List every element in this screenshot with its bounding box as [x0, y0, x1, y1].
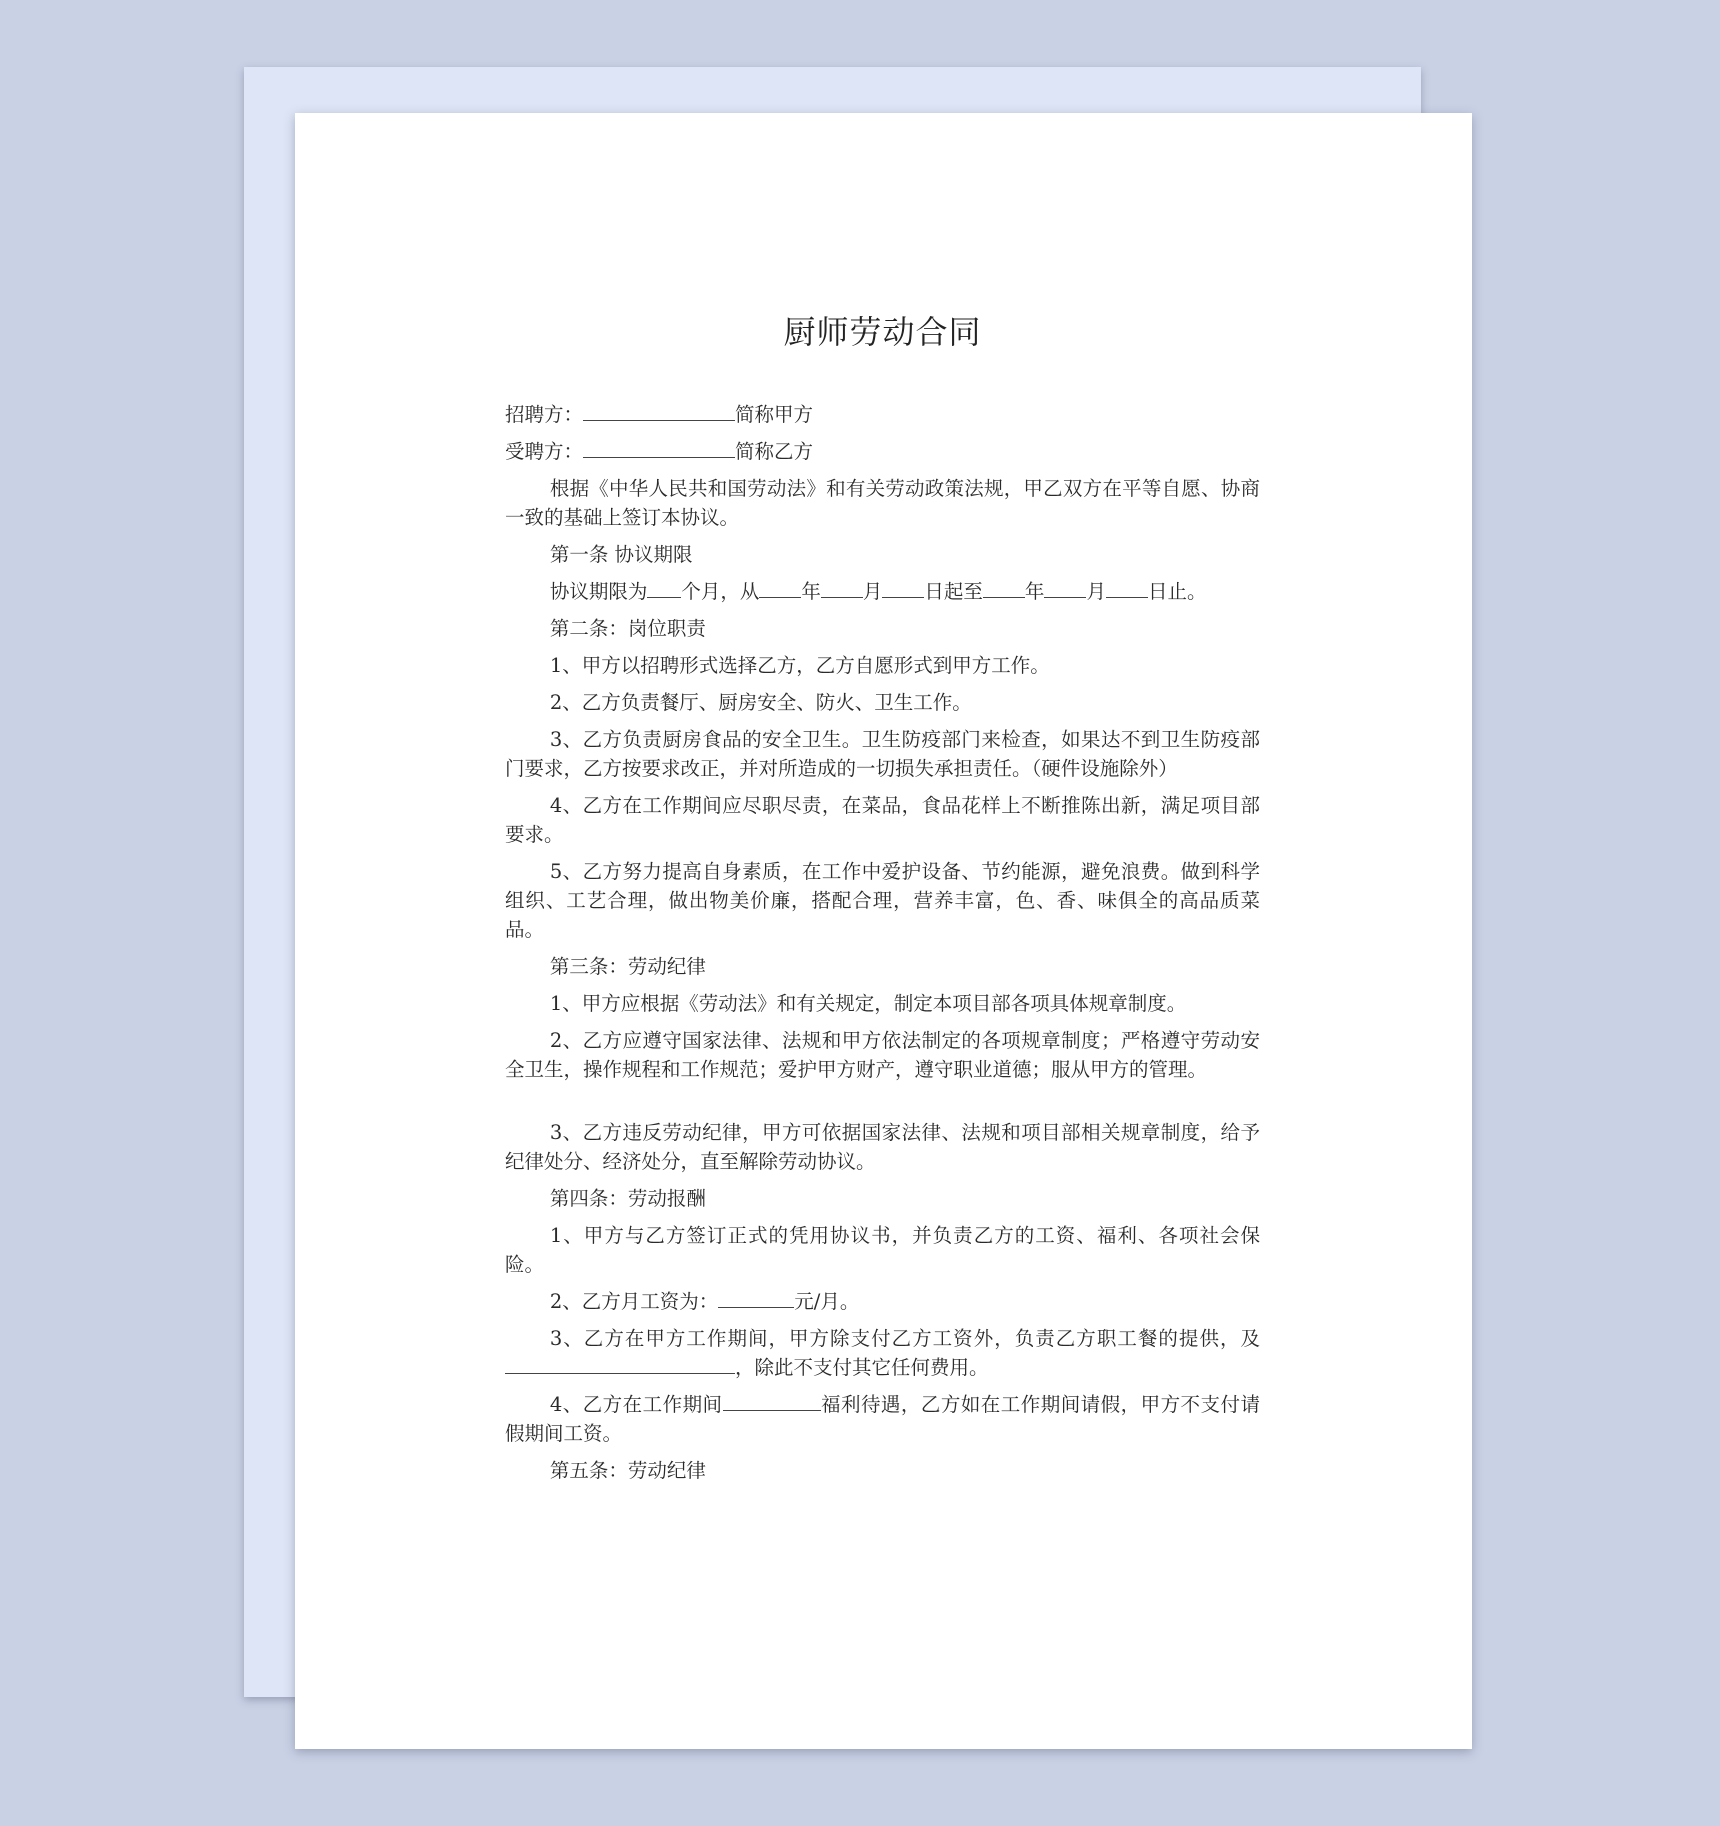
section-4-item: 1、甲方与乙方签订正式的凭用协议书，并负责乙方的工资、福利、各项社会保险。	[505, 1224, 1260, 1276]
term-text: 协议期限为	[549, 580, 648, 603]
section-2-item: 1、甲方以招聘形式选择乙方，乙方自愿形式到甲方工作。	[549, 654, 1050, 677]
document-title: 厨师劳动合同	[783, 313, 982, 351]
party-a-label: 招聘方：	[505, 403, 584, 426]
term-text: 个月，从	[681, 580, 760, 603]
term-text: 年	[1024, 580, 1045, 603]
section-2-item: 3、乙方负责厨房食品的安全卫生。卫生防疫部门来检查，如果达不到卫生防疫部门要求，乙方按要求改正，并对所造成的一切损失承担责任。（硬件设施除外）	[505, 728, 1260, 780]
section-3-item: 2、乙方应遵守国家法律、法规和甲方依法制定的各项规章制度；严格遵守劳动安全卫生，操作规程和工作规范；爱护甲方财产，遵守职业道德；服从甲方的管理。	[505, 1029, 1260, 1081]
meal-text: 3、乙方在甲方工作期间，甲方除支付乙方工资外，负责乙方职工餐的提供，及	[549, 1327, 1260, 1350]
benefit-text: 4、乙方在工作期间	[549, 1393, 723, 1416]
start-month-blank	[821, 577, 863, 598]
section-2-item: 5、乙方努力提高自身素质，在工作中爱护设备、节约能源，避免浪费。做到科学组织、工艺合理，做出物美价廉，搭配合理，营养丰富，色、香、味俱全的高品质菜品。	[505, 860, 1260, 941]
meal-line	[505, 1324, 1260, 1382]
party-a-suffix: 简称甲方	[735, 403, 814, 426]
section-5-heading: 第五条：劳动纪律	[549, 1459, 706, 1482]
section-2-item: 4、乙方在工作期间应尽职尽责，在菜品，食品花样上不断推陈出新，满足项目部要求。	[505, 794, 1260, 846]
section-2-heading: 第二条：岗位职责	[549, 617, 706, 640]
party-b-label: 受聘方：	[505, 440, 584, 463]
party-b-suffix: 简称乙方	[735, 440, 814, 463]
benefit-text-end: 福利待遇，乙方如在工作期间请假，甲方不支付请假期间工资。	[505, 1393, 1260, 1445]
start-day-blank	[882, 577, 924, 598]
intro-paragraph: 根据《中华人民共和国劳动法》和有关劳动政策法规，甲乙双方在平等自愿、协商一致的基础上签订本协议。	[505, 477, 1260, 529]
contract-body	[505, 312, 1260, 1493]
benefit-line	[505, 1390, 1260, 1448]
paragraph-gap	[505, 1092, 1260, 1118]
party-a-blank	[583, 400, 735, 421]
term-text: 月	[862, 580, 883, 603]
section-2-item: 2、乙方负责餐厅、厨房安全、防火、卫生工作。	[549, 691, 972, 714]
benefit-blank	[723, 1390, 821, 1411]
end-day-blank	[1106, 577, 1148, 598]
section-3-item: 3、乙方违反劳动纪律，甲方可依据国家法律、法规和项目部相关规章制度，给予纪律处分、经济处分，直至解除劳动协议。	[505, 1121, 1260, 1173]
section-1-heading: 第一条 协议期限	[549, 543, 693, 566]
term-text: 年	[801, 580, 821, 603]
end-year-blank	[983, 577, 1025, 598]
party-b-line	[505, 437, 1260, 466]
party-b-blank	[583, 437, 735, 458]
term-line	[505, 577, 1260, 606]
salary-line	[505, 1287, 1260, 1316]
meal-text-end: ，除此不支付其它任何费用。	[735, 1356, 989, 1379]
end-month-blank	[1044, 577, 1086, 598]
meal-blank	[505, 1353, 735, 1374]
salary-label: 2、乙方月工资为：	[549, 1290, 719, 1313]
term-months-blank	[647, 577, 681, 598]
section-3-heading: 第三条：劳动纪律	[549, 955, 706, 978]
section-4-heading: 第四条：劳动报酬	[549, 1187, 706, 1210]
term-text: 日起至	[924, 580, 983, 603]
salary-unit: 元/月。	[794, 1290, 860, 1313]
section-3-item: 1、甲方应根据《劳动法》和有关规定，制定本项目部各项具体规章制度。	[549, 992, 1187, 1015]
term-text: 月	[1086, 580, 1106, 603]
party-a-line	[505, 400, 1260, 429]
term-text: 日止。	[1147, 580, 1207, 603]
start-year-blank	[759, 577, 801, 598]
salary-blank	[718, 1287, 794, 1308]
